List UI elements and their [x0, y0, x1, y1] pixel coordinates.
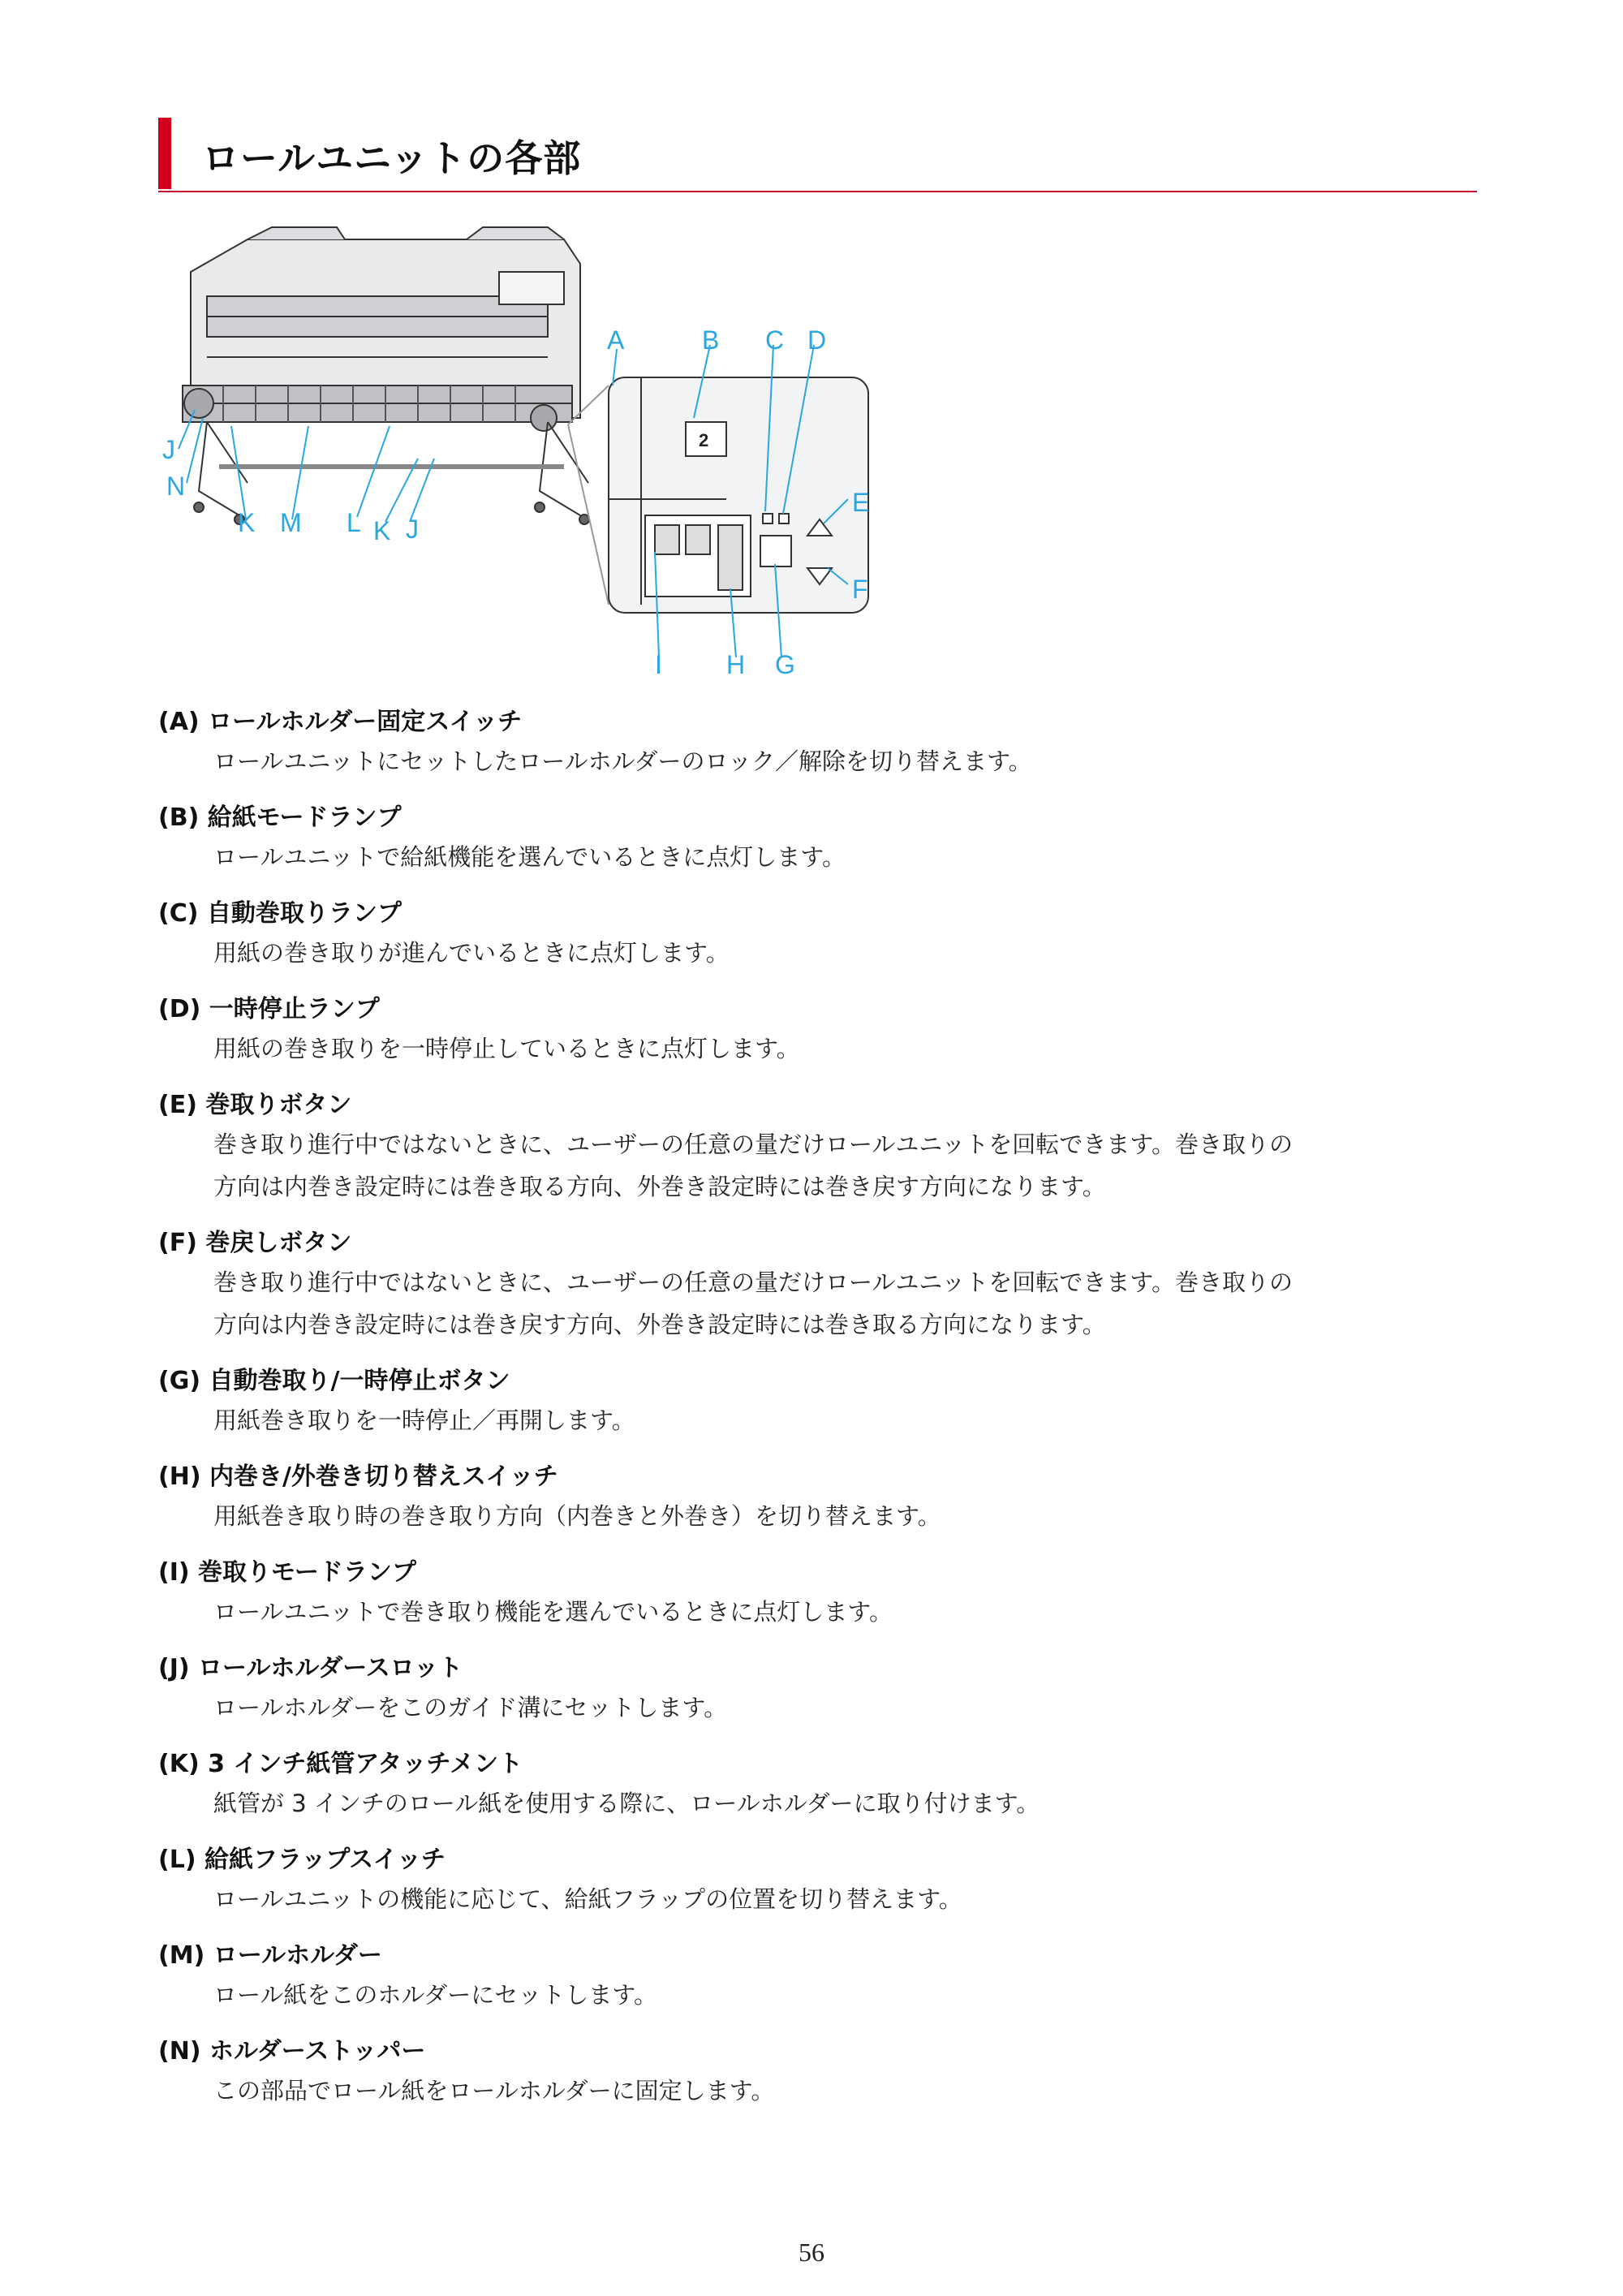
page-title: ロールユニットの各部	[202, 136, 582, 180]
callout-k-right: K	[373, 516, 391, 545]
part-name: (J) ロールホルダースロット	[158, 1654, 463, 1682]
part-item	[158, 704, 1489, 782]
callout-j-left: J	[162, 435, 175, 464]
part-name: (K) 3 インチ紙管アタッチメント	[158, 1750, 523, 1778]
part-description: 巻き取り進行中ではないときに、ユーザーの任意の量だけロールユニットを回転できます。巻き取りの	[213, 1131, 1293, 1158]
part-description: 用紙巻き取り時の巻き取り方向（内巻きと外巻き）を切り替えます。	[213, 1502, 941, 1530]
part-description: 用紙巻き取りを一時停止／再開します。	[213, 1406, 635, 1434]
part-item	[158, 1555, 1489, 1633]
part-description: ロールユニットの機能に応じて、給紙フラップの位置を切り替えます。	[213, 1885, 962, 1913]
callout-d: D	[807, 325, 827, 355]
part-item	[158, 1459, 1489, 1537]
part-name: (B) 給紙モードランプ	[158, 803, 402, 832]
part-item	[158, 896, 1489, 974]
callout-l: L	[347, 508, 361, 537]
part-item	[158, 1226, 1489, 1346]
part-description: 方向は内巻き設定時には巻き取る方向、外巻き設定時には巻き戻す方向になります。	[213, 1173, 1106, 1200]
part-description: ロールユニットで巻き取り機能を選んでいるときに点灯します。	[213, 1598, 893, 1626]
part-name: (D) 一時停止ランプ	[158, 995, 380, 1023]
part-description: ロールユニットで給紙機能を選んでいるときに点灯します。	[213, 843, 846, 871]
parts-list	[158, 704, 1489, 2130]
callout-b: B	[702, 325, 720, 355]
part-name: (L) 給紙フラップスイッチ	[158, 1846, 446, 1874]
part-item	[158, 1842, 1489, 1920]
part-description: 用紙の巻き取りが進んでいるときに点灯します。	[213, 939, 730, 967]
panel-lamp-number: 2	[699, 430, 709, 450]
part-item	[158, 800, 1489, 878]
callout-f: F	[852, 575, 868, 604]
part-name: (F) 巻戻しボタン	[158, 1229, 352, 1257]
callout-n: N	[166, 472, 186, 501]
section-heading	[158, 118, 1477, 192]
part-description: ロールホルダーをこのガイド溝にセットします。	[213, 1694, 728, 1721]
callout-h: H	[726, 650, 746, 679]
callout-e: E	[852, 488, 870, 517]
part-description: 方向は内巻き設定時には巻き戻す方向、外巻き設定時には巻き取る方向になります。	[213, 1311, 1106, 1338]
callout-a: A	[607, 325, 625, 355]
part-description: ロール紙をこのホルダーにセットします。	[213, 1981, 657, 2009]
heading-accent-bar	[158, 118, 171, 189]
callout-m: M	[280, 508, 302, 537]
part-description: 用紙の巻き取りを一時停止しているときに点灯します。	[213, 1035, 800, 1062]
part-description: この部品でロール紙をロールホルダーに固定します。	[213, 2077, 775, 2104]
part-name: (I) 巻取りモードランプ	[158, 1558, 416, 1587]
part-description: 巻き取り進行中ではないときに、ユーザーの任意の量だけロールユニットを回転できます。巻き取りの	[213, 1269, 1293, 1296]
callout-g: G	[775, 650, 795, 679]
part-name: (N) ホルダーストッパー	[158, 2037, 426, 2066]
part-name: (H) 内巻き/外巻き切り替えスイッチ	[158, 1462, 558, 1491]
roll-unit-figure	[158, 223, 876, 686]
printer-illustration	[158, 223, 876, 686]
page-number: 56	[799, 2238, 824, 2267]
part-item	[158, 992, 1489, 1070]
part-item	[158, 1088, 1489, 1208]
part-item	[158, 2034, 1489, 2112]
part-name: (C) 自動巻取りランプ	[158, 899, 402, 928]
part-item	[158, 1747, 1489, 1824]
part-name: (A) ロールホルダー固定スイッチ	[158, 708, 523, 736]
part-name: (M) ロールホルダー	[158, 1941, 382, 1970]
part-description: ロールユニットにセットしたロールホルダーのロック／解除を切り替えます。	[213, 747, 1032, 775]
part-description: 紙管が 3 インチのロール紙を使用する際に、ロールホルダーに取り付けます。	[213, 1790, 1040, 1817]
callout-c: C	[765, 325, 785, 355]
part-item	[158, 1363, 1489, 1441]
part-item	[158, 1651, 1489, 1729]
callout-j-right: J	[406, 515, 419, 544]
part-name: (G) 自動巻取り/一時停止ボタン	[158, 1367, 510, 1395]
part-name: (E) 巻取りボタン	[158, 1091, 352, 1119]
part-item	[158, 1938, 1489, 2016]
callout-i: I	[655, 650, 662, 679]
callout-k-left: K	[238, 508, 256, 537]
